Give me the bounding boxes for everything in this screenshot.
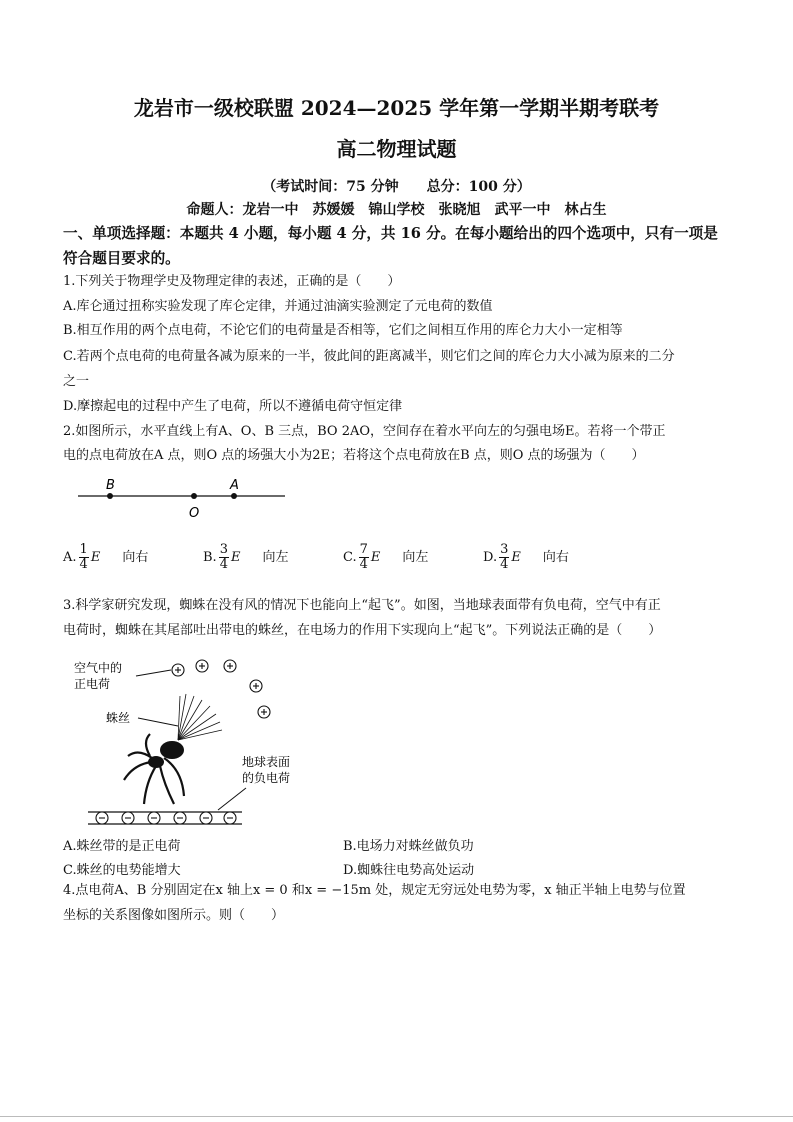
q2-option-a: A. $\frac{1}{4}$ E 向右	[63, 542, 149, 572]
ground-surface	[88, 812, 242, 824]
q3-spider-figure	[66, 652, 316, 832]
exam-authors: 命题人：龙岩一中 苏媛媛 锦山学校 张晓旭 武平一中 林占生	[186, 202, 607, 218]
negative-charges	[96, 812, 236, 824]
q3-option-a: A.蛛丝带的是正电荷	[63, 839, 181, 854]
q2-stem-line1: 2.如图所示，水平直线上有A、O、B 三点，BO 2AO，空间存在着水平向左的匀强电场E。若将一个带正	[63, 424, 666, 439]
section-heading: 一、单项选择题：本题共 4 小题，每小题 4 分，共 16 分。在每小题给出的四个选项中，只有一项是符合题目要求的。	[63, 225, 718, 267]
fig-label-a: A	[230, 478, 239, 493]
positive-charges	[172, 660, 270, 718]
spider-icon	[124, 734, 184, 804]
exam-info: （考试时间：75 分钟 总分：100 分）	[262, 179, 531, 195]
fig-label-o: O	[189, 506, 200, 521]
silk-threads	[178, 694, 222, 740]
fig-ground-label-1: 地球表面	[242, 755, 291, 769]
fig-air-label-2: 正电荷	[74, 677, 111, 691]
exam-subtitle: 高二物理试题	[336, 137, 457, 161]
q2-option-c: C. $\frac{7}{4}$ E 向左	[343, 542, 429, 572]
fig-silk-label: 蛛丝	[106, 711, 131, 725]
q3-stem-line1: 3.科学家研究发现，蜘蛛在没有风的情况下也能向上“起飞”。如图，当地球表面带有负电荷，空气中有正	[63, 598, 661, 613]
q2-option-b: B. $\frac{3}{4}$ E 向左	[203, 542, 289, 572]
q3-stem-line2: 电荷时，蜘蛛在其尾部吐出带电的蛛丝，在电场力的作用下实现向上“起飞”。下列说法正确的是（ ）	[63, 623, 662, 638]
fig-air-label-1: 空气中的	[74, 661, 123, 675]
page-bottom-rule	[0, 1116, 793, 1117]
q3-option-b: B.电场力对蛛丝做负功	[343, 839, 474, 854]
q1-option-d: D.摩擦起电的过程中产生了电荷，所以不遵循电荷守恒定律	[63, 399, 403, 414]
q1-stem: 1.下列关于物理学史及物理定律的表述，正确的是（ ）	[63, 274, 401, 289]
q4-stem-line1: 4.点电荷A、B 分别固定在x 轴上x = 0 和x = −15m 处，规定无穷远处电势为零，x 轴正半轴上电势与位置	[63, 883, 686, 898]
fig-ground-label-2: 的负电荷	[242, 771, 291, 785]
q2-option-d: D. $\frac{3}{4}$ E 向右	[483, 542, 569, 572]
q1-option-c-cont: 之一	[63, 374, 90, 389]
q1-option-a: A.库仑通过扭称实验发现了库仑定律，并通过油滴实验测定了元电荷的数值	[63, 299, 493, 314]
q1-option-b: B.相互作用的两个点电荷，不论它们的电荷量是否相等，它们之间相互作用的库仑力大小一定相等	[63, 323, 623, 338]
fig-label-b: B	[106, 478, 115, 493]
q3-option-c: C.蛛丝的电势能增大	[63, 863, 181, 878]
q2-figure	[70, 470, 290, 524]
q2-stem-line2: 电的点电荷放在A 点，则O 点的场强大小为2E；若将这个点电荷放在B 点，则O 点的场强为（ ）	[63, 448, 645, 463]
q1-option-c: C.若两个点电荷的电荷量各减为原来的一半，彼此间的距离减半，则它们之间的库仑力大小减为原来的二分	[63, 349, 675, 364]
q4-stem-line2: 坐标的关系图像如图所示。则（ ）	[63, 908, 285, 923]
exam-title: 龙岩市一级校联盟 2024—2025 学年第一学期半期考联考	[133, 96, 660, 120]
q3-option-d: D.蜘蛛往电势高处运动	[343, 863, 475, 878]
